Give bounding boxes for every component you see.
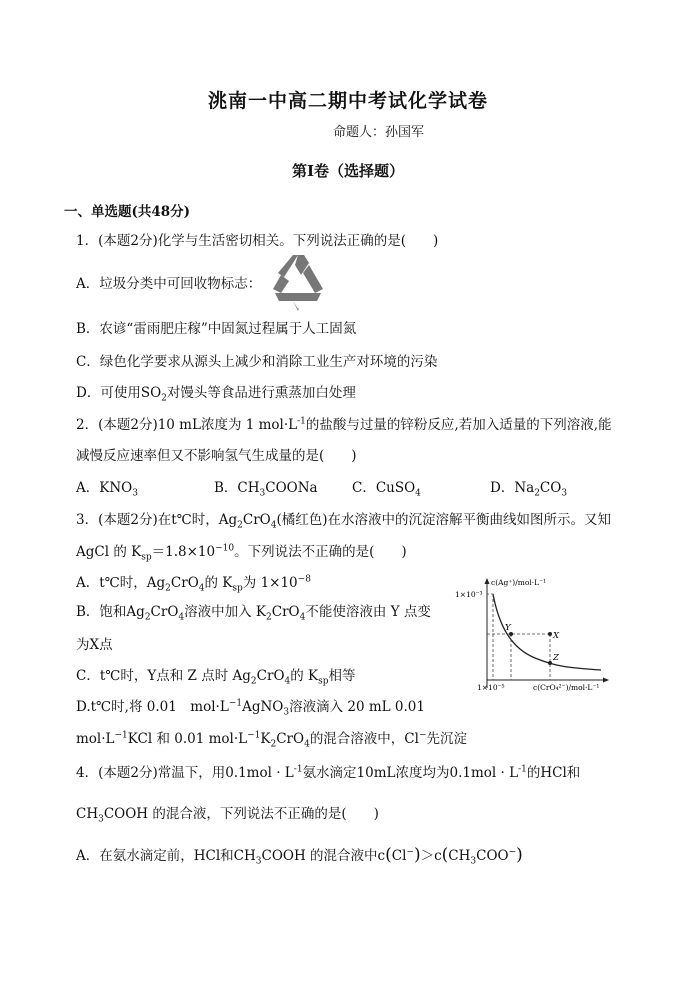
graph-y-tick: 1×10⁻³: [455, 590, 483, 599]
q4-option-a: A．在氨水滴定前，HCl和$CH_3COOH$ 的混合液中$c(Cl^-)>c(CH_3COO^-)$: [76, 845, 523, 867]
recycle-icon: [271, 253, 325, 313]
part-title: 第Ⅰ卷（选择题）: [291, 162, 405, 180]
section-heading: 一、单选题(共48分): [64, 204, 191, 220]
graph-label-y: Y: [505, 623, 511, 633]
q4-stem-line1: 4．(本题2分)常温下，用$0.1mol \cdot L^{-1}$氨水滴定10mL浓度均为$0.1mol \cdot L^{-1}$的HCl和: [76, 764, 581, 781]
graph-y-label: c(Ag⁺)/mol·L⁻¹: [491, 578, 547, 587]
q3-option-b: B．饱和$Ag_2CrO_4$溶液中加入 $K_2CrO_4$不能使溶液由 Y 点变: [76, 604, 431, 623]
exam-title: 洮南一中高二期中考试化学试卷: [207, 90, 488, 112]
q1-option-b: B．农谚“雷雨肥庄稼”中固氮过程属于人工固氮: [76, 321, 357, 337]
graph-y-arrow: [485, 578, 490, 584]
q1-option-d: D．可使用$SO_2$对馒头等食品进行熏蒸加白处理: [76, 385, 356, 404]
q2-option-b: B．$CH_3COONa$: [214, 480, 318, 499]
q3-option-d-cont: $mol\cdot L^{-1}KCl$ 和 0.01 $mol\cdot L^{-1}K_2CrO_4$的混合溶液中，Cl−先沉淀: [76, 730, 468, 750]
graph-label-z: Z: [553, 653, 559, 663]
q1-stem: 1．(本题2分)化学与生活密切相关。下列说法正确的是( ): [76, 233, 439, 249]
graph-x-arrow: [603, 678, 609, 683]
q3-stem-line2: AgCl 的 $K_{sp}=1.8\times 10^{-10}$。下列说法不正确的是( ): [76, 543, 407, 563]
q3-option-c: C．t℃时，Y点和 Z 点时 $Ag_2CrO_4$的 $K_{sp}$相等: [76, 668, 356, 687]
q3-stem-line1: 3．(本题2分)在t℃时，$Ag_2CrO_4$(橘红色)在水溶液中的沉淀溶解平衡曲线如图所示。又知: [76, 512, 612, 531]
graph-label-x: X: [553, 631, 560, 641]
q2-option-c: C．CuSO$_4$: [352, 480, 421, 499]
q3-option-b-cont: 为X点: [76, 637, 113, 653]
graph-x-tick: 1×10⁻⁵: [477, 683, 505, 692]
q2-option-d: D．$Na_2CO_3$: [490, 480, 568, 499]
q2-option-a: A．$KNO_3$: [76, 480, 138, 499]
solubility-curve-graph: [455, 576, 611, 694]
q2-stem-line2: 减慢反应速率但又不影响氢气生成量的是( ): [76, 448, 357, 464]
q1-option-a: A．垃圾分类中可回收物标志：: [76, 276, 262, 292]
graph-point-x: [548, 632, 552, 636]
q1-option-c: C．绿色化学要求从源头上减少和消除工业生产对环境的污染: [76, 354, 438, 370]
graph-x-label: c(CrO₄²⁻)/mol·L⁻¹: [533, 683, 600, 692]
q3-option-d: D.t℃时,将 0.01 $mol\cdot L^{-1}AgNO_3$溶液滴入 20 mL 0.01: [76, 698, 425, 718]
q3-option-a: A．t℃时，$Ag_2CrO_4$的 $K_{sp}$为 $1\times 10^{-8}$: [76, 574, 311, 594]
q4-stem-line2: $CH_3COOH$ 的混合液，下列说法不正确的是( ): [76, 806, 379, 825]
author-line: 命题人：孙国军: [333, 125, 425, 140]
graph-point-z: [548, 661, 552, 665]
q2-stem-line1: 2．(本题2分)10 mL浓度为 1 $mol\cdot L^{-1}$的盐酸与过量的锌粉反应,若加入适量的下列溶液,能: [76, 416, 612, 433]
